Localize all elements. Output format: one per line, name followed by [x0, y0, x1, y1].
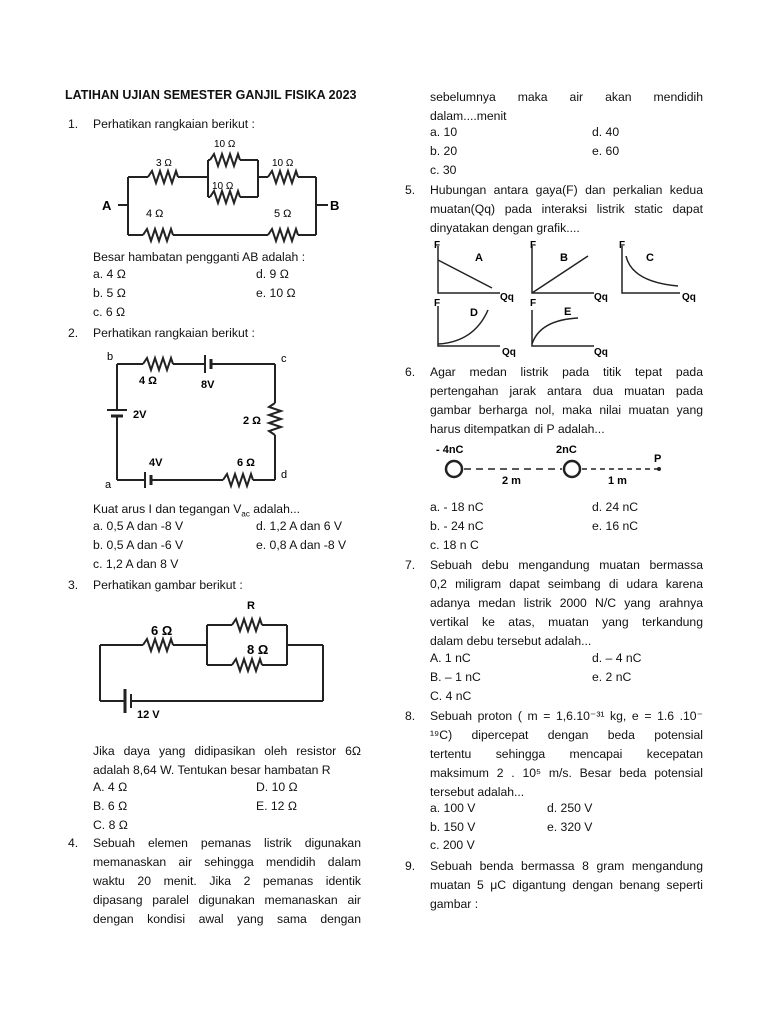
question-number: 2.: [68, 326, 79, 340]
question-line: pertengahan jarak antara dua muatan pada: [430, 384, 703, 398]
node-label-a: a: [105, 479, 112, 491]
question-text-tail: adalah...: [249, 502, 301, 516]
resistor-label: 10 Ω: [272, 158, 294, 169]
graph-label-a: A: [475, 252, 483, 264]
option[interactable]: d. – 4 nC: [592, 651, 642, 665]
question-line: Agar medan listrik pada titik tepat pada: [430, 365, 703, 379]
option[interactable]: d. 9 Ω: [256, 267, 289, 281]
node-label-d: d: [281, 469, 288, 481]
subscript: ac: [241, 509, 250, 519]
question-line: memanaskan air sehingga mendidih dalam: [93, 855, 361, 869]
circuit-diagram-2: [95, 348, 305, 496]
option[interactable]: b. 0,5 A dan -6 V: [93, 538, 184, 552]
option[interactable]: e. 60: [592, 144, 620, 158]
question-line: dalam....menit: [430, 109, 507, 123]
resistor-label: 6 Ω: [151, 623, 173, 638]
option[interactable]: b. 5 Ω: [93, 286, 126, 300]
resistor-label: 8 Ω: [247, 642, 269, 657]
question-line: harus ditempatkan di P adalah...: [430, 422, 605, 436]
question-intro: Perhatikan rangkaian berikut :: [93, 117, 255, 131]
battery-label: 4V: [149, 457, 163, 469]
axis-label: Qq: [502, 347, 516, 358]
question-line: tertentu sehingga mencapai kecepatan: [430, 747, 703, 761]
question-line: Sebuah elemen pemanas listrik digunakan: [93, 836, 361, 850]
graph-label-b: B: [560, 252, 568, 264]
question-line: Sebuah proton ( m = 1,6.10⁻³¹ kg, e = 1.6 .10⁻: [430, 709, 703, 723]
question-intro: Perhatikan gambar berikut :: [93, 578, 243, 592]
axis-label: Qq: [682, 292, 696, 303]
option[interactable]: e. 0,8 A dan -8 V: [256, 538, 347, 552]
axis-label: F: [434, 298, 441, 309]
question-line: 0,2 miligram dapat seimbang di udara karena: [430, 577, 703, 591]
graph-label-d: D: [470, 307, 478, 319]
question-line: adanya medan listrik 2000 N/C yang arahnya: [430, 596, 703, 610]
option[interactable]: D. 10 Ω: [256, 780, 298, 794]
resistor-label: 5 Ω: [274, 208, 292, 220]
axis-label: Qq: [500, 292, 514, 303]
option[interactable]: e. 16 nC: [592, 519, 639, 533]
axis-label: F: [434, 240, 441, 251]
charge-diagram: [430, 440, 670, 490]
question-number: 6.: [405, 365, 416, 379]
option[interactable]: C. 8 Ω: [93, 818, 128, 832]
graph-label-c: C: [646, 252, 654, 264]
option[interactable]: b. - 24 nC: [430, 519, 484, 533]
question-number: 3.: [68, 578, 79, 592]
distance-label: 1 m: [608, 475, 627, 487]
question-text-main: Kuat arus I dan tegangan V: [93, 502, 242, 516]
option[interactable]: B. 6 Ω: [93, 799, 128, 813]
question-line: waktu 20 menit. Jika 2 pemanas identik: [93, 874, 361, 888]
node-label-b: b: [107, 351, 114, 363]
axis-label: F: [530, 240, 537, 251]
option[interactable]: a. 100 V: [430, 801, 476, 815]
question-line: dipasang paralel digunakan memanaskan air: [93, 893, 361, 907]
distance-label: 2 m: [502, 475, 521, 487]
option[interactable]: a. - 18 nC: [430, 500, 484, 514]
option[interactable]: c. 200 V: [430, 838, 475, 852]
question-number: 4.: [68, 836, 79, 850]
option[interactable]: a. 4 Ω: [93, 267, 126, 281]
axis-label: F: [619, 240, 626, 251]
option[interactable]: A. 4 Ω: [93, 780, 128, 794]
resistor-label: 6 Ω: [237, 457, 255, 469]
option[interactable]: C. 4 nC: [430, 689, 472, 703]
question-line: muatan(Qq) pada interaksi listrik static dapat: [430, 202, 703, 216]
resistor-label: 10 Ω: [214, 139, 236, 150]
option[interactable]: d. 1,2 A dan 6 V: [256, 519, 343, 533]
question-number: 1.: [68, 117, 79, 131]
battery-label: 2V: [133, 409, 147, 421]
circuit-diagram-3: [95, 597, 335, 722]
question-line: dengan kondisi awal yang sama dengan: [93, 912, 361, 926]
resistor-label: R: [247, 600, 255, 612]
option[interactable]: a. 10: [430, 125, 458, 139]
page-title: LATIHAN UJIAN SEMESTER GANJIL FISIKA 2023: [65, 88, 357, 102]
question-text: Besar hambatan pengganti AB adalah :: [93, 250, 306, 264]
question-line: adalah 8,64 W. Tentukan besar hambatan R: [93, 763, 331, 777]
question-line: dalam debu tersebut adalah...: [430, 634, 592, 648]
option[interactable]: B. – 1 nC: [430, 670, 481, 684]
question-line: gambar :: [430, 897, 479, 911]
circuit-diagram-1: [98, 135, 348, 245]
charge-label: 2nC: [556, 444, 577, 456]
battery-label: 12 V: [137, 709, 160, 721]
option[interactable]: e. 2 nC: [592, 670, 632, 684]
option[interactable]: e. 320 V: [547, 820, 593, 834]
question-line: muatan 5 μC digantung dengan benang seperti: [430, 878, 703, 892]
point-label-p: P: [654, 453, 662, 465]
question-line: sebelumnya maka air akan mendidih: [430, 90, 703, 104]
question-line: Hubungan antara gaya(F) dan perkalian kedua: [430, 183, 703, 197]
question-number: 5.: [405, 183, 416, 197]
force-graphs: [430, 238, 715, 360]
question-line: tersebut adalah...: [430, 785, 525, 799]
question-line: ¹⁹C) dipercepat dengan beda potensial: [430, 728, 703, 742]
question-number: 8.: [405, 709, 416, 723]
option[interactable]: e. 10 Ω: [256, 286, 296, 300]
battery-label: 8V: [201, 379, 215, 391]
resistor-label: 3 Ω: [156, 158, 172, 169]
question-line: maksimum 2 . 10⁵ m/s. Besar beda potensial: [430, 766, 703, 780]
resistor-label: 4 Ω: [146, 208, 164, 220]
resistor-label: 2 Ω: [243, 415, 261, 427]
question-text: [93, 742, 361, 780]
question-line: Jika daya yang didipasikan oleh resistor 6Ω: [93, 744, 361, 758]
question-number: 9.: [405, 859, 416, 873]
resistor-label: 4 Ω: [139, 375, 157, 387]
question-line: Sebuah benda bermassa 8 gram mengandung: [430, 859, 703, 873]
option[interactable]: c. 1,2 A dan 8 V: [93, 557, 179, 571]
question-intro: Perhatikan rangkaian berikut :: [93, 326, 255, 340]
question-line: Sebuah debu mengandung muatan bermassa: [430, 558, 703, 572]
question-line: vertikal ke atas, muatan yang terkandung: [430, 615, 703, 629]
axis-label: Qq: [594, 292, 608, 303]
node-label-a: A: [102, 198, 112, 213]
option[interactable]: a. 0,5 A dan -8 V: [93, 519, 184, 533]
axis-label: Qq: [594, 347, 608, 358]
node-label-c: c: [281, 353, 287, 365]
option[interactable]: d. 250 V: [547, 801, 593, 815]
option[interactable]: d. 40: [592, 125, 620, 139]
question-number: 7.: [405, 558, 416, 572]
charge-label: - 4nC: [436, 444, 464, 456]
node-label-b: B: [330, 198, 340, 213]
axis-label: F: [530, 298, 537, 309]
resistor-label: 10 Ω: [212, 181, 234, 192]
option[interactable]: b. 20: [430, 144, 458, 158]
graph-label-e: E: [564, 306, 572, 318]
option[interactable]: c. 30: [430, 163, 457, 177]
option[interactable]: b. 150 V: [430, 820, 476, 834]
option[interactable]: A. 1 nC: [430, 651, 471, 665]
question-line: dinyatakan dengan grafik....: [430, 221, 580, 235]
question-line: gambar berharga nol, maka nilai muatan yang: [430, 403, 703, 417]
option[interactable]: c. 6 Ω: [93, 305, 126, 319]
option[interactable]: E. 12 Ω: [256, 799, 297, 813]
option[interactable]: c. 18 n C: [430, 538, 479, 552]
option[interactable]: d. 24 nC: [592, 500, 639, 514]
